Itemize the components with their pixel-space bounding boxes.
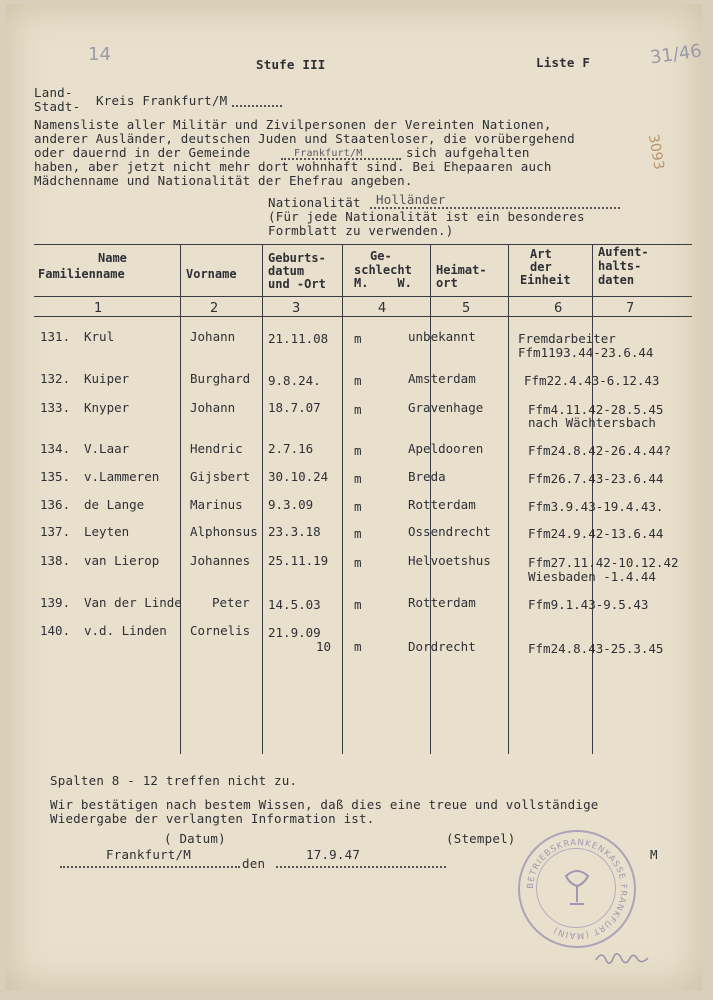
row-geschlecht: m — [354, 402, 362, 417]
row-familienname: v.d. Linden — [84, 623, 167, 638]
header-name-top: Name — [98, 251, 127, 265]
column-number: 2 — [210, 301, 219, 316]
table-row — [6, 442, 702, 472]
row-familienname: Knyper — [84, 400, 130, 415]
header-vorname: Vorname — [186, 267, 237, 281]
row-aufenthalt: Ffm26.7.43-23.6.44 — [528, 471, 664, 486]
row-vorname: Cornelis — [190, 623, 251, 638]
row-aufenthalt-note: Wiesbaden -1.4.44 — [528, 569, 656, 584]
row-number: 139. — [40, 595, 71, 610]
intro-line-5: Mädchenname und Nationalität der Ehefrau angeben. — [34, 173, 413, 188]
intro-line-4: haben, aber jetzt nicht mehr dort wohnhaft sind. Bei Ehepaaren auch — [34, 159, 552, 174]
row-number: 138. — [40, 553, 71, 568]
row-geburt-correction: 10 — [316, 639, 332, 654]
row-familienname: Kuiper — [84, 371, 130, 386]
nationality-note-2: Formblatt zu verwenden.) — [268, 223, 454, 238]
liste-heading: Liste F — [536, 55, 591, 70]
row-vorname: Burghard — [190, 371, 251, 386]
m-mark: M — [650, 847, 658, 862]
row-geschlecht: m — [354, 597, 362, 612]
row-aufenthalt: Ffm22.4.43-6.12.43 — [524, 373, 660, 388]
header-geschlecht-1: Ge- — [370, 249, 392, 263]
header-einheit-2: der — [530, 260, 552, 274]
header-geburt-2: datum — [268, 264, 305, 278]
stamp-text: BETRIEBSKRANKENKASSE FRANKFURT (MAIN) — [525, 837, 629, 941]
table-row — [6, 554, 702, 584]
nationality-label: Nationalität — [268, 195, 361, 210]
kreis-dotted-line — [232, 105, 282, 107]
header-geschlecht-2: schlecht — [354, 263, 412, 277]
row-geschlecht: m — [354, 471, 362, 486]
row-aufenthalt: Ffm24.8.43-25.3.45 — [528, 641, 664, 656]
intro-line-3b: sich aufgehalten — [406, 145, 530, 160]
row-heimatort: unbekannt — [408, 329, 476, 344]
table-row — [6, 470, 702, 500]
row-aufenthalt: Ffm9.1.43-9.5.43 — [528, 597, 649, 612]
row-heimatort: Dordrecht — [408, 639, 476, 654]
row-aufenthalt-note: nach Wächtersbach — [528, 415, 656, 430]
den-label: den — [242, 856, 266, 871]
row-number: 132. — [40, 371, 71, 386]
stamp-graphic — [520, 832, 634, 946]
row-familienname: V.Laar — [84, 441, 130, 456]
kreis-text: Kreis Frankfurt/M — [96, 93, 228, 108]
confirmation-line-1: Wir bestätigen nach bestem Wissen, daß dies eine treue und vollständige — [50, 797, 599, 812]
header-aufenthalt-1: Aufent- — [598, 245, 649, 259]
row-vorname: Johann — [190, 329, 236, 344]
pencil-mark-top-left: 14 — [88, 44, 111, 65]
row-geschlecht: m — [354, 555, 362, 570]
intro-line-3: oder dauernd in der Gemeinde — [34, 145, 251, 160]
column-number: 1 — [94, 301, 103, 316]
header-geschlecht-3: M. W. — [354, 276, 412, 290]
row-familienname: van Lierop — [84, 553, 160, 568]
row-heimatort: Rotterdam — [408, 595, 476, 610]
row-vorname: Gijsbert — [190, 469, 251, 484]
stempel-label: (Stempel) — [446, 831, 516, 846]
header-aufenthalt-2: halts- — [598, 259, 642, 273]
header-geburt-1: Geburts- — [268, 251, 326, 265]
row-aufenthalt: Ffm27.11.42-10.12.42 — [528, 555, 679, 570]
row-heimatort: Gravenhage — [408, 400, 484, 415]
header-heimatort-1: Heimat- — [436, 263, 487, 277]
row-aufenthalt: Ffm1193.44-23.6.44 — [518, 345, 654, 360]
row-vorname: Hendric — [190, 441, 243, 456]
place-dotted-line — [60, 866, 240, 868]
row-familienname: v.Lammeren — [84, 469, 160, 484]
row-einheit: Fremdarbeiter — [518, 331, 616, 346]
stamp-emblem-icon — [566, 871, 588, 904]
header-familienname: Familienname — [38, 267, 125, 281]
signature-place: Frankfurt/M — [106, 847, 191, 862]
column-number: 3 — [292, 301, 301, 316]
row-geburt: 18.7.07 — [268, 400, 321, 415]
row-geschlecht: m — [354, 499, 362, 514]
row-aufenthalt: Ffm24.8.42-26.4.44? — [528, 443, 671, 458]
table-row — [6, 401, 702, 431]
gemeinde-value: Frankfurt/M — [294, 148, 363, 159]
row-number: 137. — [40, 524, 71, 539]
table-header-rule — [34, 296, 692, 297]
header-einheit-3: Einheit — [520, 273, 571, 287]
column-number: 7 — [626, 301, 635, 316]
table-row — [6, 330, 702, 360]
row-heimatort: Apeldooren — [408, 441, 484, 456]
datum-label: ( Datum) — [164, 831, 226, 846]
row-vorname: Marinus — [190, 497, 243, 512]
row-vorname: Johann — [190, 400, 236, 415]
document-page — [6, 4, 702, 990]
row-geschlecht: m — [354, 373, 362, 388]
row-vorname: Peter — [212, 595, 250, 610]
stufe-heading: Stufe III — [256, 57, 326, 72]
row-geburt: 21.11.08 — [268, 331, 329, 346]
table-row — [6, 525, 702, 555]
header-einheit-1: Art — [530, 247, 552, 261]
row-geschlecht: m — [354, 639, 362, 654]
row-familienname: Krul — [84, 329, 115, 344]
row-geburt: 2.7.16 — [268, 441, 314, 456]
row-geschlecht: m — [354, 331, 362, 346]
row-heimatort: Helvoetshus — [408, 553, 491, 568]
stadt-label: Stadt- — [34, 99, 81, 114]
row-geburt: 23.3.18 — [268, 524, 321, 539]
table-row — [6, 372, 702, 402]
official-stamp — [518, 830, 636, 948]
row-heimatort: Ossendrecht — [408, 524, 491, 539]
row-heimatort: Rotterdam — [408, 497, 476, 512]
row-familienname: Van der Linde — [84, 595, 182, 610]
intro-line-2: anderer Ausländer, deutschen Juden und Staatenloser, die vorübergehend — [34, 131, 575, 146]
signature-scribble-icon — [594, 948, 654, 968]
row-aufenthalt: Ffm4.11.42-28.5.45 — [528, 402, 664, 417]
pencil-mark-top-right: 31/46 — [648, 40, 704, 69]
row-geburt: 25.11.19 — [268, 553, 329, 568]
column-number: 4 — [378, 301, 387, 316]
pencil-margin-note: 3093 — [644, 133, 667, 171]
table-top-rule — [34, 244, 692, 245]
row-number: 135. — [40, 469, 71, 484]
row-geschlecht: m — [354, 526, 362, 541]
row-number: 136. — [40, 497, 71, 512]
row-geburt: 9.3.09 — [268, 497, 314, 512]
row-geschlecht: m — [354, 443, 362, 458]
table-number-rule — [34, 316, 692, 317]
table-row — [6, 624, 702, 654]
nationality-note-1: (Für jede Nationalität ist ein besonderes — [268, 209, 585, 224]
row-vorname: Alphonsus — [190, 524, 258, 539]
column-number: 6 — [554, 301, 563, 316]
row-number: 134. — [40, 441, 71, 456]
row-number: 133. — [40, 400, 71, 415]
row-aufenthalt: Ffm24.9.42-13.6.44 — [528, 526, 664, 541]
row-number: 140. — [40, 623, 71, 638]
intro-line-1: Namensliste aller Militär und Zivilpersonen der Vereinten Nationen, — [34, 117, 552, 132]
nationality-value: Holländer — [376, 192, 446, 207]
column-number: 5 — [462, 301, 471, 316]
row-geburt: 9.8.24. — [268, 373, 321, 388]
row-vorname: Johannes — [190, 553, 251, 568]
signature-date: 17.9.47 — [306, 847, 361, 862]
header-geburt-3: und -Ort — [268, 277, 326, 291]
row-familienname: Leyten — [84, 524, 130, 539]
table-row — [6, 596, 702, 626]
confirmation-line-2: Wiedergabe der verlangten Information ist. — [50, 811, 375, 826]
row-number: 131. — [40, 329, 71, 344]
row-geburt: 30.10.24 — [268, 469, 329, 484]
land-label: Land- — [34, 85, 73, 100]
row-geburt: 14.5.03 — [268, 597, 321, 612]
header-heimatort-2: ort — [436, 276, 458, 290]
row-geburt: 21.9.09 — [268, 625, 321, 640]
header-aufenthalt-3: daten — [598, 273, 635, 287]
spalten-note: Spalten 8 - 12 treffen nicht zu. — [50, 773, 298, 788]
date-dotted-line — [276, 866, 446, 868]
row-familienname: de Lange — [84, 497, 145, 512]
row-heimatort: Breda — [408, 469, 446, 484]
row-heimatort: Amsterdam — [408, 371, 476, 386]
row-aufenthalt: Ffm3.9.43-19.4.43. — [528, 499, 664, 514]
